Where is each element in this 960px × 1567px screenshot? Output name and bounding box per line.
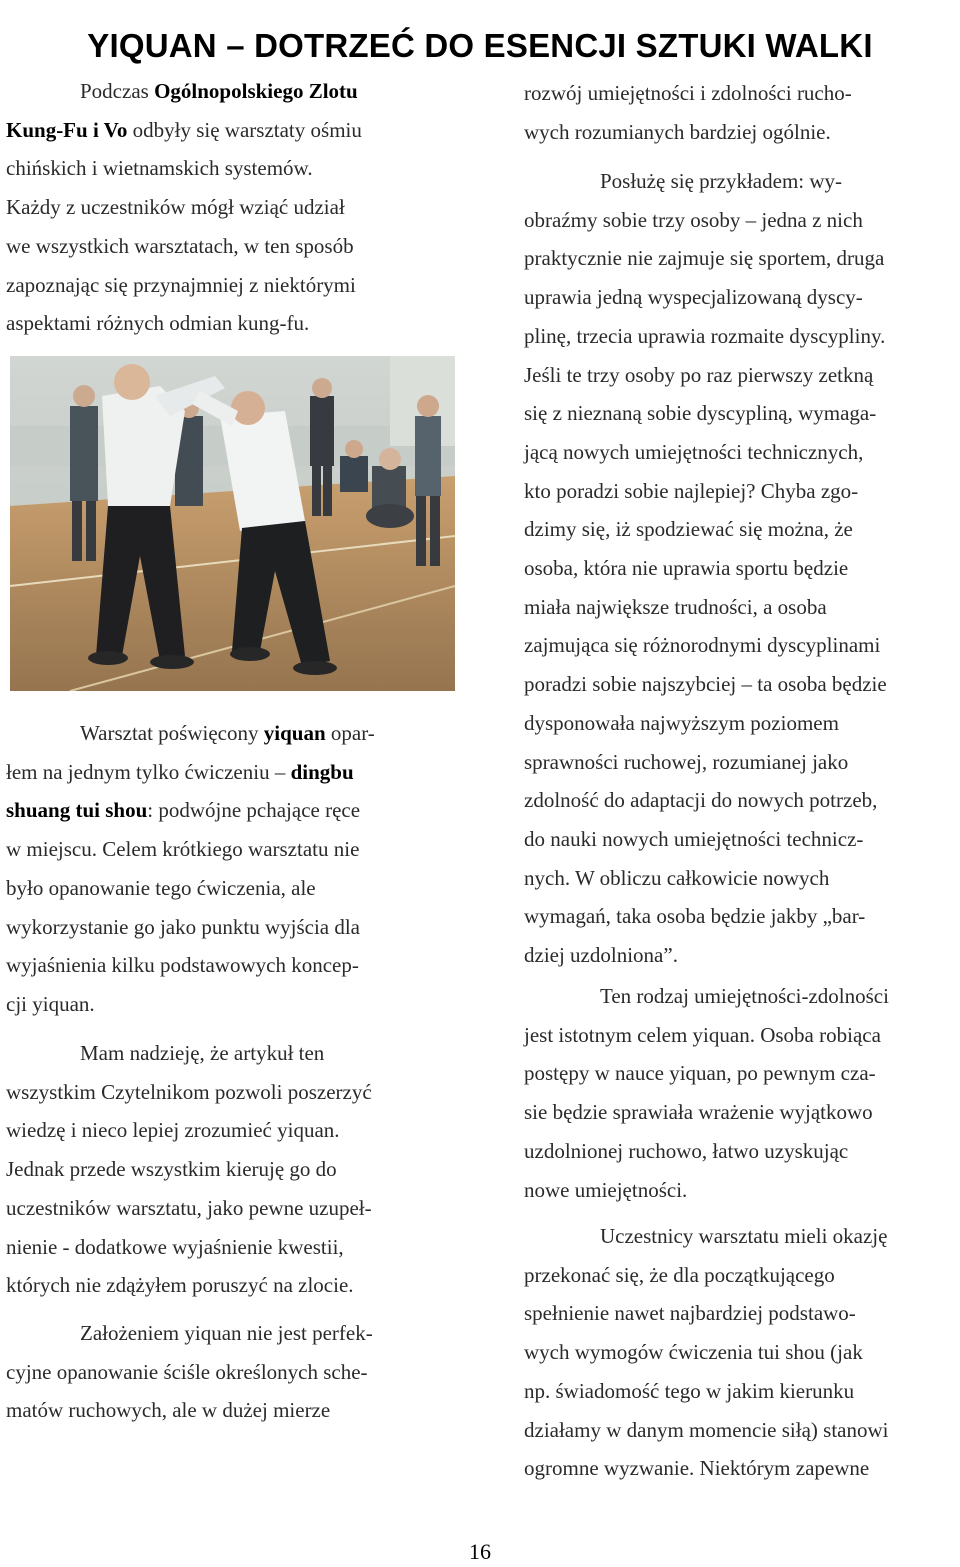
text-line (6, 308, 309, 338)
text-line (524, 437, 863, 467)
text-line (6, 1232, 344, 1262)
text-run: jącą nowych umiejętności technicznych, (524, 439, 864, 464)
text-line (524, 282, 863, 312)
text-run: odbyły się warsztaty ośmiu (127, 117, 362, 142)
bold-term: Ogólnopolskiego Zlotu (154, 79, 358, 103)
text-run: nienie - dodatkowe wyjaśnienie kwestii, (6, 1234, 344, 1259)
text-line (524, 708, 839, 738)
text-line (600, 1221, 887, 1251)
text-line (6, 834, 359, 864)
text-run: np. świadomość tego w jakim kierunku (524, 1378, 855, 1403)
text-line (524, 1260, 835, 1290)
text-run: Jednak przede wszystkim kieruję go do (6, 1157, 337, 1182)
text-line (524, 592, 827, 622)
text-run: dzimy się, iż spodziewać się można, że (524, 517, 853, 542)
text-line (6, 1077, 372, 1107)
text-run: matów ruchowych, ale w dużej mierze (6, 1398, 331, 1423)
text-run: zapoznając się przynajmniej z niektórymi (6, 272, 356, 297)
text-line (524, 747, 848, 777)
text-line (6, 1154, 337, 1184)
text-line (524, 398, 876, 428)
text-run: cyjne opanowanie ściśle określonych sche- (6, 1359, 368, 1384)
text-line (524, 1453, 869, 1483)
text-run: kto poradzi sobie najlepiej? Chyba zgo- (524, 478, 859, 503)
text-line (524, 785, 877, 815)
text-run: Uczestnicy warsztatu mieli okazję (600, 1224, 888, 1248)
text-run: do nauki nowych umiejętności technicz- (524, 826, 864, 851)
text-line (6, 912, 360, 942)
text-line (524, 360, 873, 390)
text-line (80, 1038, 324, 1068)
text-run: dziej uzdolniona”. (524, 943, 678, 967)
text-run: cji yiquan. (6, 991, 95, 1016)
text-run: Warsztat poświęcony (80, 721, 264, 745)
text-line (524, 1020, 881, 1050)
text-line (6, 1270, 354, 1300)
text-line (6, 757, 354, 787)
text-line (80, 1318, 373, 1348)
text-line (524, 1097, 873, 1127)
text-line (524, 901, 865, 931)
text-run: wykorzystanie go jako punktu wyjścia dla (6, 914, 361, 939)
text-run: wszystkim Czytelnikom pozwoli poszerzyć (6, 1079, 372, 1104)
text-line (524, 78, 852, 108)
text-line (6, 231, 354, 261)
page-number: 16 (469, 1539, 491, 1564)
text-line (6, 1357, 368, 1387)
text-line (524, 1298, 856, 1328)
text-line (80, 718, 375, 748)
bold-term: Kung-Fu i Vo (6, 117, 128, 142)
text-line (524, 243, 884, 273)
text-run: wyjaśnienia kilku podstawowych koncep- (6, 953, 359, 978)
text-run: nowe umiejętności. (524, 1177, 688, 1202)
text-line (524, 1415, 889, 1445)
text-line (6, 270, 356, 300)
text-line (524, 553, 848, 583)
text-run: jest istotnym celem yiquan. Osoba robiąca (524, 1022, 881, 1047)
bold-term: yiquan (263, 721, 326, 745)
text-run: których nie zdążyłem poruszyć na zlocie. (6, 1273, 354, 1298)
text-run: opar- (325, 721, 375, 745)
text-run: zdolność do adaptacji do nowych potrzeb, (524, 788, 878, 813)
text-line (524, 1136, 848, 1166)
bold-term: shuang tui shou (6, 798, 148, 823)
text-run: aspektami różnych odmian kung-fu. (6, 311, 310, 336)
text-line (524, 863, 829, 893)
text-run: się z nieznaną sobie dyscypliną, wymaga- (524, 401, 877, 426)
text-line (524, 117, 831, 147)
text-run: ogromne wyzwanie. Niektórym zapewne (524, 1456, 870, 1481)
text-run: wiedzę i nieco lepiej zrozumieć yiquan. (6, 1118, 340, 1143)
text-line (6, 873, 316, 903)
bold-term: dingbu (290, 759, 354, 784)
text-run: Założeniem yiquan nie jest perfek- (80, 1321, 373, 1345)
text-line (524, 824, 863, 854)
text-line (524, 321, 885, 351)
text-line (6, 115, 362, 145)
text-run: sprawności ruchowej, rozumianej jako (524, 749, 849, 774)
text-line (524, 630, 880, 660)
text-line (6, 192, 345, 222)
text-run: uzdolnionej ruchowo, łatwo uzyskując (524, 1138, 849, 1163)
article-title: YIQUAN – DOTRZEĆ DO ESENCJI SZTUKI WALKI (87, 27, 873, 65)
text-run: Jeśli te trzy osoby po raz pierwszy zetkną (524, 362, 874, 387)
text-line (524, 1058, 876, 1088)
text-run: osoba, która nie uprawia sportu będzie (524, 556, 849, 580)
text-run: działamy w danym momencie siłą) stanowi (524, 1417, 889, 1442)
text-line (6, 153, 313, 183)
text-run: było opanowanie tego ćwiczenia, ale (6, 875, 316, 900)
text-line (6, 1193, 372, 1223)
text-line (524, 940, 678, 970)
text-run: obraźmy sobie trzy osoby – jedna z nich (524, 207, 863, 232)
text-line (524, 669, 887, 699)
text-run: Ten rodzaj umiejętności-zdolności (600, 984, 889, 1008)
text-run: postępy w nauce yiquan, po pewnym cza- (524, 1061, 876, 1086)
text-run: rozwój umiejętności i zdolności rucho- (524, 81, 852, 105)
text-run: przekonać się, że dla początkującego (524, 1262, 835, 1287)
text-run: Podczas (80, 79, 155, 103)
text-line (600, 981, 889, 1011)
text-line (80, 76, 358, 106)
text-run: wych rozumianych bardziej ogólnie. (524, 119, 831, 144)
text-run: uczestników warsztatu, jako pewne uzupeł- (6, 1195, 372, 1220)
text-run: Posłużę się przykładem: wy- (600, 169, 843, 193)
text-run: plinę, trzecia uprawia rozmaite dyscypliny. (524, 323, 886, 348)
text-run: dysponowała najwyższym poziomem (524, 710, 839, 735)
text-line (524, 205, 863, 235)
text-run: chińskich i wietnamskich systemów. (6, 156, 313, 181)
text-run: Mam nadzieję, że artykuł ten (80, 1041, 325, 1065)
text-line (524, 1376, 854, 1406)
text-run: wych wymogów ćwiczenia tui shou (jak (524, 1340, 863, 1365)
text-line (6, 950, 359, 980)
text-line (6, 989, 95, 1019)
text-run: miała największe trudności, a osoba (524, 594, 827, 619)
text-run: wymagań, taka osoba będzie jakby „bar- (524, 904, 866, 929)
text-line (6, 1115, 340, 1145)
text-run: praktycznie nie zajmuje się sportem, druga (524, 246, 885, 271)
text-line (524, 1175, 687, 1205)
text-run: we wszystkich warsztatach, w ten sposób (6, 233, 354, 258)
workshop-photo (10, 356, 455, 691)
text-run: spełnienie nawet najbardziej podstawo- (524, 1301, 856, 1326)
text-run: nych. W obliczu całkowicie nowych (524, 865, 830, 890)
text-line (524, 476, 858, 506)
text-run: Każdy z uczestników mógł wziąć udział (6, 195, 345, 220)
text-run: : podwójne pchające ręce (147, 798, 361, 823)
text-line (524, 1337, 863, 1367)
text-line (6, 795, 360, 825)
text-run: uprawia jedną wyspecjalizowaną dyscy- (524, 285, 863, 310)
text-line (524, 514, 853, 544)
text-run: poradzi sobie najszybciej – ta osoba będzie (524, 672, 887, 697)
text-run: sie będzie sprawiała wrażenie wyjątkowo (524, 1100, 873, 1125)
text-line (600, 166, 842, 196)
text-run: zajmująca się różnorodnymi dyscyplinami (524, 633, 881, 658)
text-run: łem na jednym tylko ćwiczeniu – (6, 759, 291, 784)
text-line (6, 1395, 330, 1425)
text-run: w miejscu. Celem krótkiego warsztatu nie (6, 837, 360, 862)
